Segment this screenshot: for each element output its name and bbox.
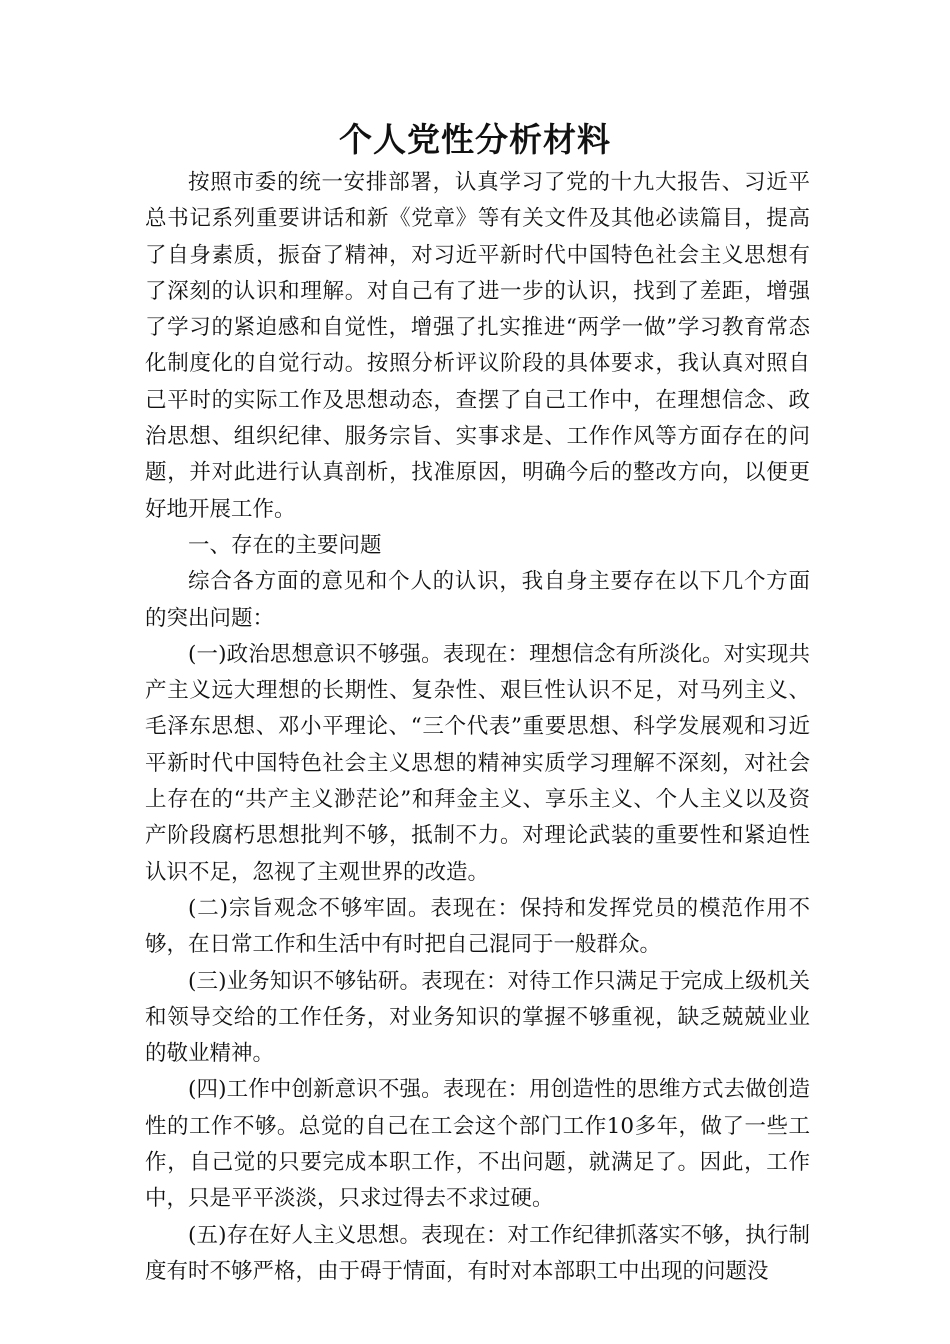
intro-paragraph: 按照市委的统一安排部署，认真学习了党的十九大报告、习近平总书记系列重要讲话和新《党章》等有关文件及其他必读篇目，提高了自身素质，振奋了精神，对习近平新时代中国特色社会主义思想有了深刻的认识和理解。对自己有了进一步的认识，找到了差距，增强了学习的紧迫感和自觉性，增强了扎实推进“两学一做”学习教育常态化制度化的自觉行动。按照分析评议阶段的具体要求，我认真对照自己平时的实际工作及思想动态，查摆了自己工作中，在理想信念、政治思想、组织纪律、服务宗旨、实事求是、工作作风等方面存在的问题，并对此进行认真剖析，找准原因，明确今后的整改方向，以便更好地开展工作。 [145, 170, 810, 522]
problem-paragraph-5: (五)存在好人主义思想。表现在：对工作纪律抓落实不够，执行制度有时不够严格，由于碍于情面，有时对本部职工中出现的问题没 [145, 1222, 810, 1284]
problem-paragraph-3: (三)业务知识不够钻研。表现在：对待工作只满足于完成上级机关和领导交给的工作任务，对业务知识的掌握不够重视，缺乏兢兢业业的敬业精神。 [145, 968, 810, 1067]
problem-paragraph-1: (一)政治思想意识不够强。表现在：理想信念有所淡化。对实现共产主义远大理想的长期性、复杂性、艰巨性认识不足，对马列主义、毛泽东思想、邓小平理论、“三个代表”重要思想、科学发展观和习近平新时代中国特色社会主义思想的精神实质学习理解不深刻，对社会上存在的“共产主义渺茫论”和拜金主义、享乐主义、个人主义以及资产阶段腐朽思想批判不够，抵制不力。对理论武装的重要性和紧迫性认识不足，忽视了主观世界的改造。 [145, 641, 810, 885]
document-body [145, 165, 810, 1290]
summary-paragraph: 综合各方面的意见和个人的认识，我自身主要存在以下几个方面的突出问题： [145, 569, 810, 631]
section-heading-main-problems: 一、存在的主要问题 [188, 532, 382, 558]
document-title: 个人党性分析材料 [339, 120, 611, 159]
problem-paragraph-2: (二)宗旨观念不够牢固。表现在：保持和发挥党员的模范作用不够，在日常工作和生活中有时把自己混同于一般群众。 [145, 895, 810, 958]
problem-paragraph-4: (四)工作中创新意识不强。表现在：用创造性的思维方式去做创造性的工作不够。总觉的自己在工会这个部门工作10多年，做了一些工作，自己觉的只要完成本职工作，不出问题，就满足了。因此，工作中，只是平平淡淡，只求过得去不求过硬。 [145, 1077, 810, 1212]
